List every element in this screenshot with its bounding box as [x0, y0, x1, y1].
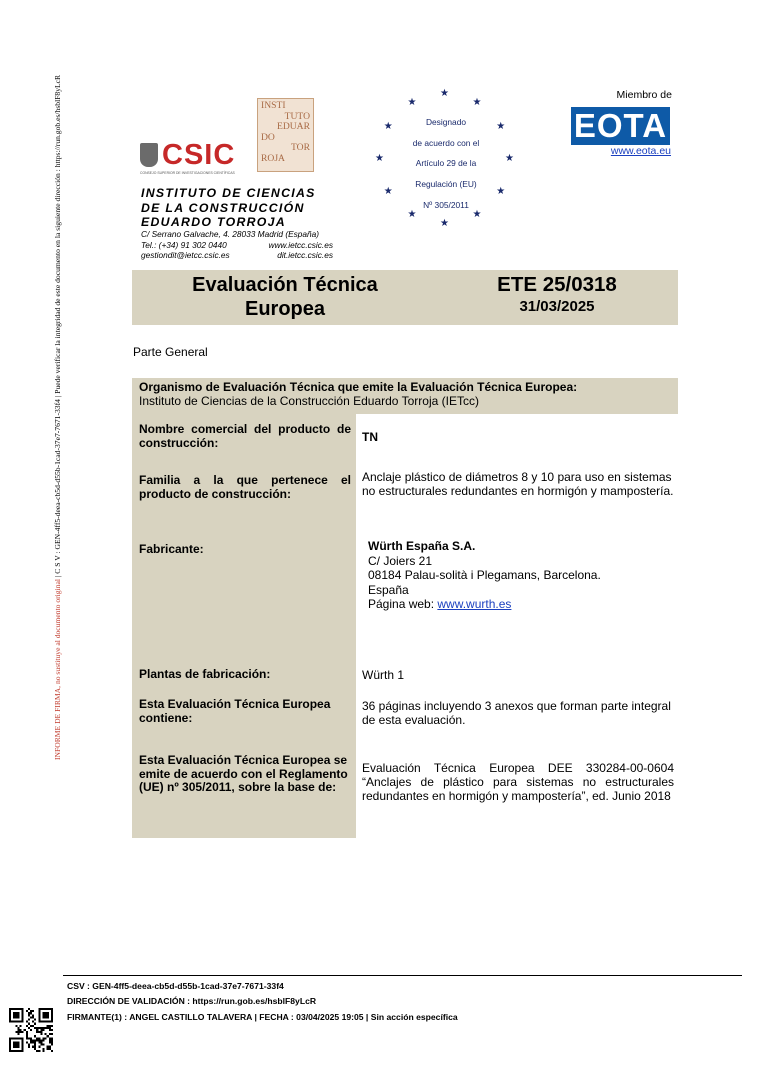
contiene-value: 36 páginas incluyendo 3 anexos que forman parte integral de esta evaluación. — [362, 699, 671, 727]
institute-email[interactable]: gestiondit@ietcc.csic.es — [141, 250, 230, 260]
eu-star-icon: ★ — [496, 120, 506, 132]
ete-number: ETE 25/0318 — [497, 273, 617, 296]
eu-star-icon: ★ — [505, 153, 514, 164]
fabricante-street: C/ Joiers 21 — [368, 553, 433, 568]
eu-star-icon: ★ — [375, 153, 384, 164]
ietcc-logo-line: TOR — [290, 142, 310, 153]
eu-star-icon: ★ — [407, 209, 417, 221]
familia-label: Familia a la que pertenece el producto de construcción: — [139, 473, 351, 501]
section-heading: Parte General — [133, 345, 208, 359]
side-verification-note — [53, 60, 65, 760]
eu-star-icon: ★ — [472, 209, 482, 221]
base-value: Evaluación Técnica Europea DEE 330284-00-0604 “Anclajes de plástico para sistemas no estructurales redundantes en hormigón y mampostería”, ed. Junio 2018 — [362, 761, 674, 803]
plantas-value: Würth 1 — [362, 668, 405, 682]
footer-csv: CSV : GEN-4ff5-deea-cb5d-d55b-1cad-37e7-7671-33f4 — [67, 981, 284, 991]
side-note-csv: | C S V : GEN-4ff5-deea-cb5d-d55b-1cad-37e7-7671-33f4 | Puede verificar la integridad de este documento en la siguiente dirección : https://run.gob.es/hsblF8yLcR — [53, 74, 62, 580]
eota-logo: EOTA — [571, 107, 670, 145]
institute-name-line: INSTITUTO DE CIENCIAS — [141, 186, 316, 200]
nombre-value — [362, 430, 674, 444]
institute-name — [141, 186, 316, 230]
plantas-label: Plantas de fabricación: — [139, 667, 271, 681]
eu-star-icon: ★ — [440, 88, 449, 99]
eu-designation-text — [396, 112, 496, 216]
csic-logo — [140, 139, 250, 175]
base-label: Esta Evaluación Técnica Europea se emite de acuerdo con el Reglamento (UE) nº 305/2011, sobre la base de: — [139, 753, 348, 794]
eu-star-icon: ★ — [472, 96, 482, 108]
ete-reference — [470, 273, 644, 316]
fabricante-value — [368, 539, 680, 612]
eu-star-icon: ★ — [383, 120, 393, 132]
eu-designation-line: de acuerdo con el — [412, 137, 480, 148]
eu-star-icon: ★ — [496, 185, 506, 197]
organismo-row — [132, 378, 678, 414]
eu-star-icon: ★ — [440, 218, 449, 229]
fabricante-city: 08184 Palau-solità i Plegamans, Barcelona. — [368, 568, 601, 582]
ietcc-logo-line: DO — [261, 131, 275, 143]
footer-validation: DIRECCIÓN DE VALIDACIÓN : https://run.gob.es/hsblF8yLcR — [67, 996, 317, 1006]
csic-logo-text: CSIC — [162, 139, 236, 171]
familia-value: Anclaje plástico de diámetros 8 y 10 para uso en sistemas no estructurales redundantes en hormigón y mampostería. — [362, 470, 674, 498]
fabricante-web-link[interactable]: www.wurth.es — [437, 597, 512, 611]
side-note-red: INFORME DE FIRMA, no sustituye al documento original — [53, 579, 62, 760]
eu-designation-line: Designado — [425, 117, 467, 127]
qr-code-icon — [9, 1008, 53, 1052]
footer-signer: FIRMANTE(1) : ANGEL CASTILLO TALAVERA | FECHA : 03/04/2025 19:05 | Sin acción específica — [67, 1012, 458, 1022]
eota-member-label: Miembro de — [616, 89, 672, 101]
footer-divider — [63, 975, 742, 976]
organismo-value: Instituto de Ciencias de la Construcción Eduardo Torroja (IETcc) — [139, 394, 479, 408]
eu-designation-line: Regulación (EU) — [415, 179, 477, 190]
ietcc-logo-line: ROJA — [261, 152, 285, 164]
institute-name-line: DE LA CONSTRUCCIÓN — [141, 200, 305, 215]
document-title-line: Evaluación Técnica — [192, 274, 378, 296]
organismo-label: Organismo de Evaluación Técnica que emite la Evaluación Técnica Europea: — [139, 380, 578, 394]
ietcc-logo — [257, 98, 314, 172]
document-title — [150, 273, 420, 321]
institute-contact — [141, 229, 333, 261]
fabricante-name: Würth España S.A. — [368, 539, 476, 553]
institute-tel: Tel.: (+34) 91 302 0440 — [141, 239, 227, 250]
nombre-label: Nombre comercial del producto de construcción: — [139, 422, 351, 450]
contiene-label: Esta Evaluación Técnica Europea contiene: — [139, 697, 331, 725]
ete-date: 31/03/2025 — [519, 298, 595, 315]
eu-designation-line: Artículo 29 de la — [415, 158, 477, 169]
institute-web[interactable]: www.ietcc.csic.es — [268, 239, 333, 250]
eu-designation-line: Nº 305/2011 — [423, 199, 469, 210]
institute-name-line: EDUARDO TORROJA — [141, 215, 286, 229]
fabricante-country: España — [368, 582, 409, 597]
csic-logo-subtitle: CONSEJO SUPERIOR DE INVESTIGACIONES CIENTÍFICAS — [140, 171, 235, 175]
ietcc-logo-line: TUTO — [284, 110, 310, 122]
institute-address: C/ Serrano Galvache, 4. 28033 Madrid (España) — [141, 229, 320, 239]
document-title-line: Europea — [244, 298, 326, 320]
eu-star-icon: ★ — [383, 185, 393, 197]
csic-crest-icon — [140, 143, 158, 167]
fabricante-label: Fabricante: — [139, 542, 204, 556]
nombre-value-text: TN — [362, 430, 378, 444]
ietcc-logo-line: INSTI — [261, 100, 286, 111]
institute-dit[interactable]: dit.ietcc.csic.es — [277, 250, 333, 260]
ietcc-logo-line: EDUAR — [276, 121, 310, 132]
eota-link[interactable]: www.eota.eu — [610, 145, 671, 157]
fabricante-web-label: Página web: — [368, 597, 438, 611]
eu-star-icon: ★ — [407, 96, 417, 108]
